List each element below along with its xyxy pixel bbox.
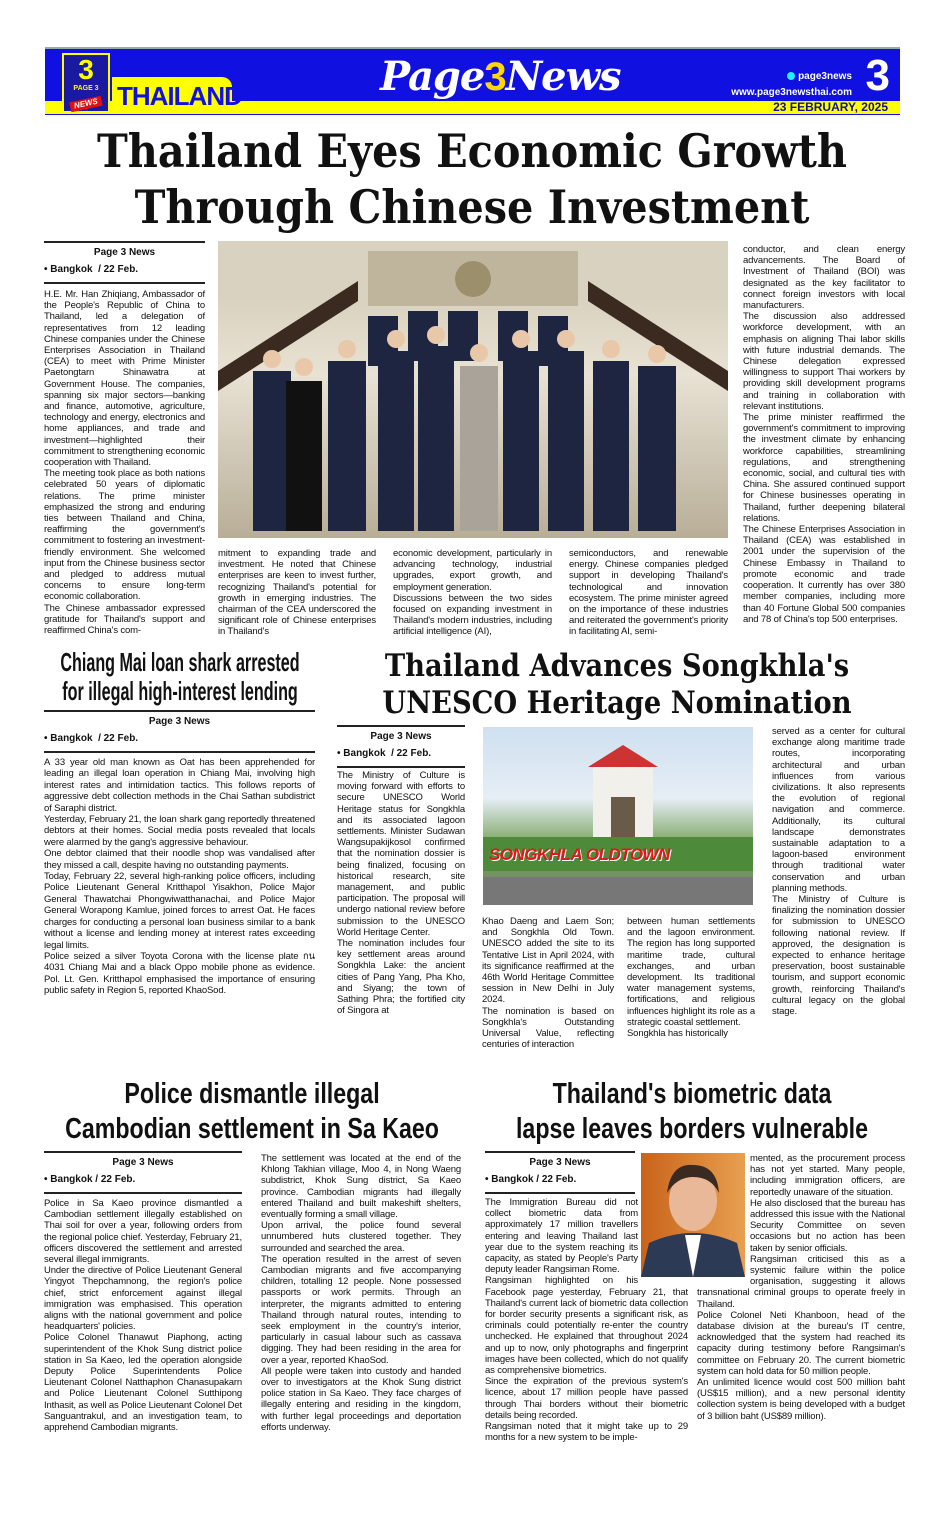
article-column: A 33 year old man known as Oat has been apprehended for leading an illegal loan operation in Chiang Mai, involving high interest rates and intimidation tactics. This follows reports of aggressive debt collection methods in the Chai Sathan subdistrict of Saraphi district. Yesterday, February 21, the loan shark gang reportedly threatened debtors at their homes. Social media posts revealed that locals were alarmed by the gang's aggressive behaviour. One debtor claimed that their noodle shop was vandalised after they missed a call, despite having no outstanding payments. Today, February 22, several high-ranking police officers, including Police Lieutenant General Kritthapol Yisakhon, Police Major General Thawatchai Phongwiwatthanachai, and Police Major General Worapong Kamlue, joined forces to arrest Oat. He faces charges for conducting a personal loan business similar to a bank without a license and lending money at interest rates exceeding legal limits. Police seized a silver Toyota Corona with the license plate กน 4031 Chiang Mai and a black Oppo mobile phone as evidence. Pol. Lt. Gen. Kritthapol emphasised the importance of ensuring public safety in Region 5, reported KhaoSod. [44, 757, 315, 997]
article-byline: Page 3 News • Bangkok / 22 Feb. [44, 1151, 242, 1194]
article-column: Khao Daeng and Laem Son; and Songkhla Old Town. UNESCO added the site to its Tentative List in April 2024, with its significance reaffirmed at the 46th World Heritage Committee session in New Delhi in July 2024. The nomination is based on Songkhla's Outstanding Universal Value, reflecting centuries of interaction [482, 916, 614, 1051]
headline-line-2: Through Chinese Investment [134, 180, 810, 234]
article-column: economic development, particularly in advancing technology, industrial upgrades, export growth, and employment generation. Discussions between the two sides focused on expanding investment in Thailand's modern industries, including artificial intelligence (AI), [393, 548, 552, 638]
social-icon [787, 72, 795, 80]
website-link[interactable]: www.page3newsthai.com [731, 87, 852, 98]
article-column: served as a center for cultural exchange along maritime trade routes, incorporating architectural and urban influences from various civilizations. It also represents the evolution of regional navigation and commerce. Additionally, its cultural landscape demonstrates sustainable adaptation to a lagoon-based environment through traditional water conservation and urban planning methods. The Ministry of Culture is finalizing the nomination dossier for submission to UNESCO following national review. If approved, the designation is expected to enhance heritage preservation, boost sustainable tourism, and support economic growth, reinforcing Thailand's cultural legacy on the global stage. [772, 726, 905, 1018]
headline-line-1: Thailand's biometric data [552, 1078, 832, 1110]
photo-sign-text: SONGKHLA OLDTOWN [489, 845, 670, 864]
headline-line-2: lapse leaves borders vulnerable [515, 1113, 869, 1145]
article-column: H.E. Mr. Han Zhiqiang, Ambassador of the People's Republic of China to Thailand, led a delegation of representatives from 12 leading Chinese companies under the Chinese Enterprises Association in Thailand (CEA) to meet with Prime Minister Paetongtarn Shinawatra at Government House. The companies, spanning six major sectors—banking and finance, automotive, agriculture, technology and energy, electronics and home appliances, and trade and investment—highlighted their commitment to strengthening economic cooperation with Thailand. The meeting took place as both nations celebrated 50 years of diplomatic relations. The prime minister emphasized the strong and enduring ties between Thailand and China, reaffirming the government's commitment to fostering an investment-friendly environment. She welcomed input from the Chinese business sector and pledged to address mutual concerns to ensure long-term economic collaboration. The Chinese ambassador expressed gratitude for Thailand's support and reaffirmed China's com- [44, 289, 205, 637]
article-column: Police in Sa Kaeo province dismantled a Cambodian settlement illegally established on Thai soil for over a year, following orders from the regional police chief. Yesterday, February 21, officers discovered the settlement and arrested several illegal immigrants. Under the directive of Police Lieutenant General Yingyot Thepchamnong, the region's police chief, strict enforcement against illegal immigration was emphasised. This operation aligns with the national government and police headquarters' policies. Police Colonel Thanawut Piaphong, acting superintendent of the Khok Sung district police station in Sa Kaeo, led the operation alongside Deputy Police Superintendents Police Lieutenant Colonel Natthaphon Chanasupakarn and Police Lieutenant Colonel Sutthipong Inthasit, as well as Police Lieutenant Colonel Det Sanguantrakul, and an investigation team, to apprehend Cambodian migrants. [44, 1198, 242, 1434]
article-column: mitment to expanding trade and investment. He noted that Chinese enterprises are keen to invest further, recognizing Thailand's potential for growth in emerging industries. The chairman of the CEA underscored the significant role of Chinese enterprises in Thailand's [218, 548, 376, 638]
masthead-title: Page3News [380, 53, 621, 100]
headline-line-2: UNESCO Heritage Nomination [382, 685, 852, 721]
article-byline: Page 3 News • Bangkok / 22 Feb. [485, 1151, 635, 1194]
headline-line-1: Police dismantle illegal [124, 1078, 380, 1110]
article-byline: Page 3 News • Bangkok / 22 Feb. [44, 710, 315, 753]
songkhla-oldtown-photo [483, 727, 753, 905]
article-byline: Page 3 News • Bangkok / 22 Feb. [44, 241, 205, 284]
headline-line-2: for illegal high-interest lending [62, 676, 298, 706]
page3-logo: 3 PAGE 3 NEWS [62, 53, 110, 113]
article-column: The settlement was located at the end of the Khlong Takhian village, Moo 4, in Nong Waeng subdistrict, Khok Sung district, Sa Kaeo province. Cambodian migrants had illegally entered Thailand and built makeshift shelters, eventually forming a small village. Upon arrival, the police found several unnumbered huts clustered together. They surrounded and searched the area. The operation resulted in the arrest of seven Cambodian migrants and five accompanying children, totalling 12 people. None possessed passports or work permits. Through an interpreter, the migrants admitted to entering Thailand through natural routes, intending to seek employment in the country's interior, particularly in casual labour such as cassava digging. They had been residing in the area for over a year, reported KhaoSod. All people were taken into custody and handed over to investigators at the Khok Sung district police station in Sa Kaeo. They face charges of illegally entering and residing in the kingdom, with further legal proceedings and deportation efforts underway. [261, 1153, 461, 1433]
headline-line-1: Thailand Eyes Economic Growth [96, 124, 848, 178]
social-handle[interactable]: page3news [787, 71, 852, 82]
article-column: semiconductors, and renewable energy. Chinese companies pledged support in developing Thailand's technological and innovation ecosystem. The prime minister agreed on the importance of these industries and reiterated the government's priority in facilitating AI, semi- [569, 548, 728, 638]
article-column: The Ministry of Culture is moving forward with efforts to secure UNESCO World Heritage status for Songkhla and its associated lagoon settlements. Minister Sudawan Wangsupakijkosol confirmed that the nomination dossier is being finalized, focusing on historical research, site management, and public participation. The proposal will undergo national review before submission to the UNESCO World Heritage Center. The nomination includes four key settlement areas around Songkhla Lake: the ancient cities of Pang Yang, Pha Kho, and Siyang; the town of Sathing Phra; the fortified city of Singora at [337, 770, 465, 1017]
group-photo-illustration [218, 241, 728, 538]
headline-line-2: Cambodian settlement in Sa Kaeo [65, 1113, 439, 1145]
delegation-photo [218, 241, 728, 538]
article-column: The Immigration Bureau did not collect biometric data from approximately 17 million travellers entering and leaving Thailand last year due to the system reaching its capacity, as stated by People's Party deputy leader Rangsiman Rome. Rangsiman highlighted on his Facebook page yesterday, February 21, that Thailand's current lack of biometric data collection for border security presents a significant risk, as criminals could potentially re-enter the country unchecked. He explained that throughout 2024 and up to now, only photographs and fingerprint images have been collected, which do not qualify as comprehensive biometrics. Since the expiration of the previous system's licence, about 17 million people have passed through Thai borders without their biometric details being recorded. Rangsiman noted that it might take up to 29 months for a new system to be imple- [485, 1197, 688, 1444]
headline-line-1: Chiang Mai loan shark arrested [60, 647, 300, 677]
article-column: conductor, and clean energy advancements. The Board of Investment of Thailand (BOI) was designated as the key facilitator to connect foreign investors with local manufacturers. The discussion also addressed workforce development, with an emphasis on aligning Thai labor skills with future industrial demands. The Chinese delegation expressed willingness to support Thai workers by providing skill development programs and training in collaboration with relevant institutions. The prime minister reaffirmed the government's commitment to improving the investment climate by enhancing workforce capabilities, streamlining regulations, and strengthening economic, social, and cultural ties with China. She assured continued support for Chinese businesses operating in Thailand, further deepening bilateral relations. The Chinese Enterprises Association in Thailand (CEA) was established in 2001 under the supervision of the Chinese Embassy in Thailand to promote economic and trade cooperation. It currently has over 380 member companies, including more than 40 Fortune Global 500 companies and 78 of China's top 500 enterprises. [743, 244, 905, 625]
page-number: 3 [865, 51, 890, 100]
gate-illustration [483, 727, 753, 905]
article-column: mented, as the procurement process has not yet started. Many people, including immigration officers, are reportedly unaware of the situation. He also disclosed that the bureau has addressed this issue with the National Security Committee on seven occasions but no action has been taken by senior officials. Rangsiman criticised this as a systemic failure within the police organisation, suggesting it allows transnational criminal groups to operate freely in Thailand. Police Colonel Neti Khanboon, head of the database division at the bureau's IT centre, acknowledged that the system had reached its capacity during testimony before Rangsiman's committee on February 20. The current biometric system can hold data for 50 million people. An unlimited licence would cost 500 million baht (US$15 million), and a new personal identity collection system is being developed with a budget of 3 billion baht (US$89 million). [697, 1153, 905, 1422]
edition-label: THAILAND [112, 77, 232, 114]
article-column: between human settlements and the lagoon environment. The region has long supported maritime trade, cultural exchanges, and urban development. Its traditional water management systems, fortifications, and religious influences highlight its role as a strategic coastal settlement. Songkhla has historically [627, 916, 755, 1040]
headline-line-1: Thailand Advances Songkhla's [384, 648, 850, 684]
article-byline: Page 3 News • Bangkok / 22 Feb. [337, 725, 465, 768]
masthead-banner [45, 47, 900, 115]
issue-date: 23 FEBRUARY, 2025 [773, 100, 888, 114]
